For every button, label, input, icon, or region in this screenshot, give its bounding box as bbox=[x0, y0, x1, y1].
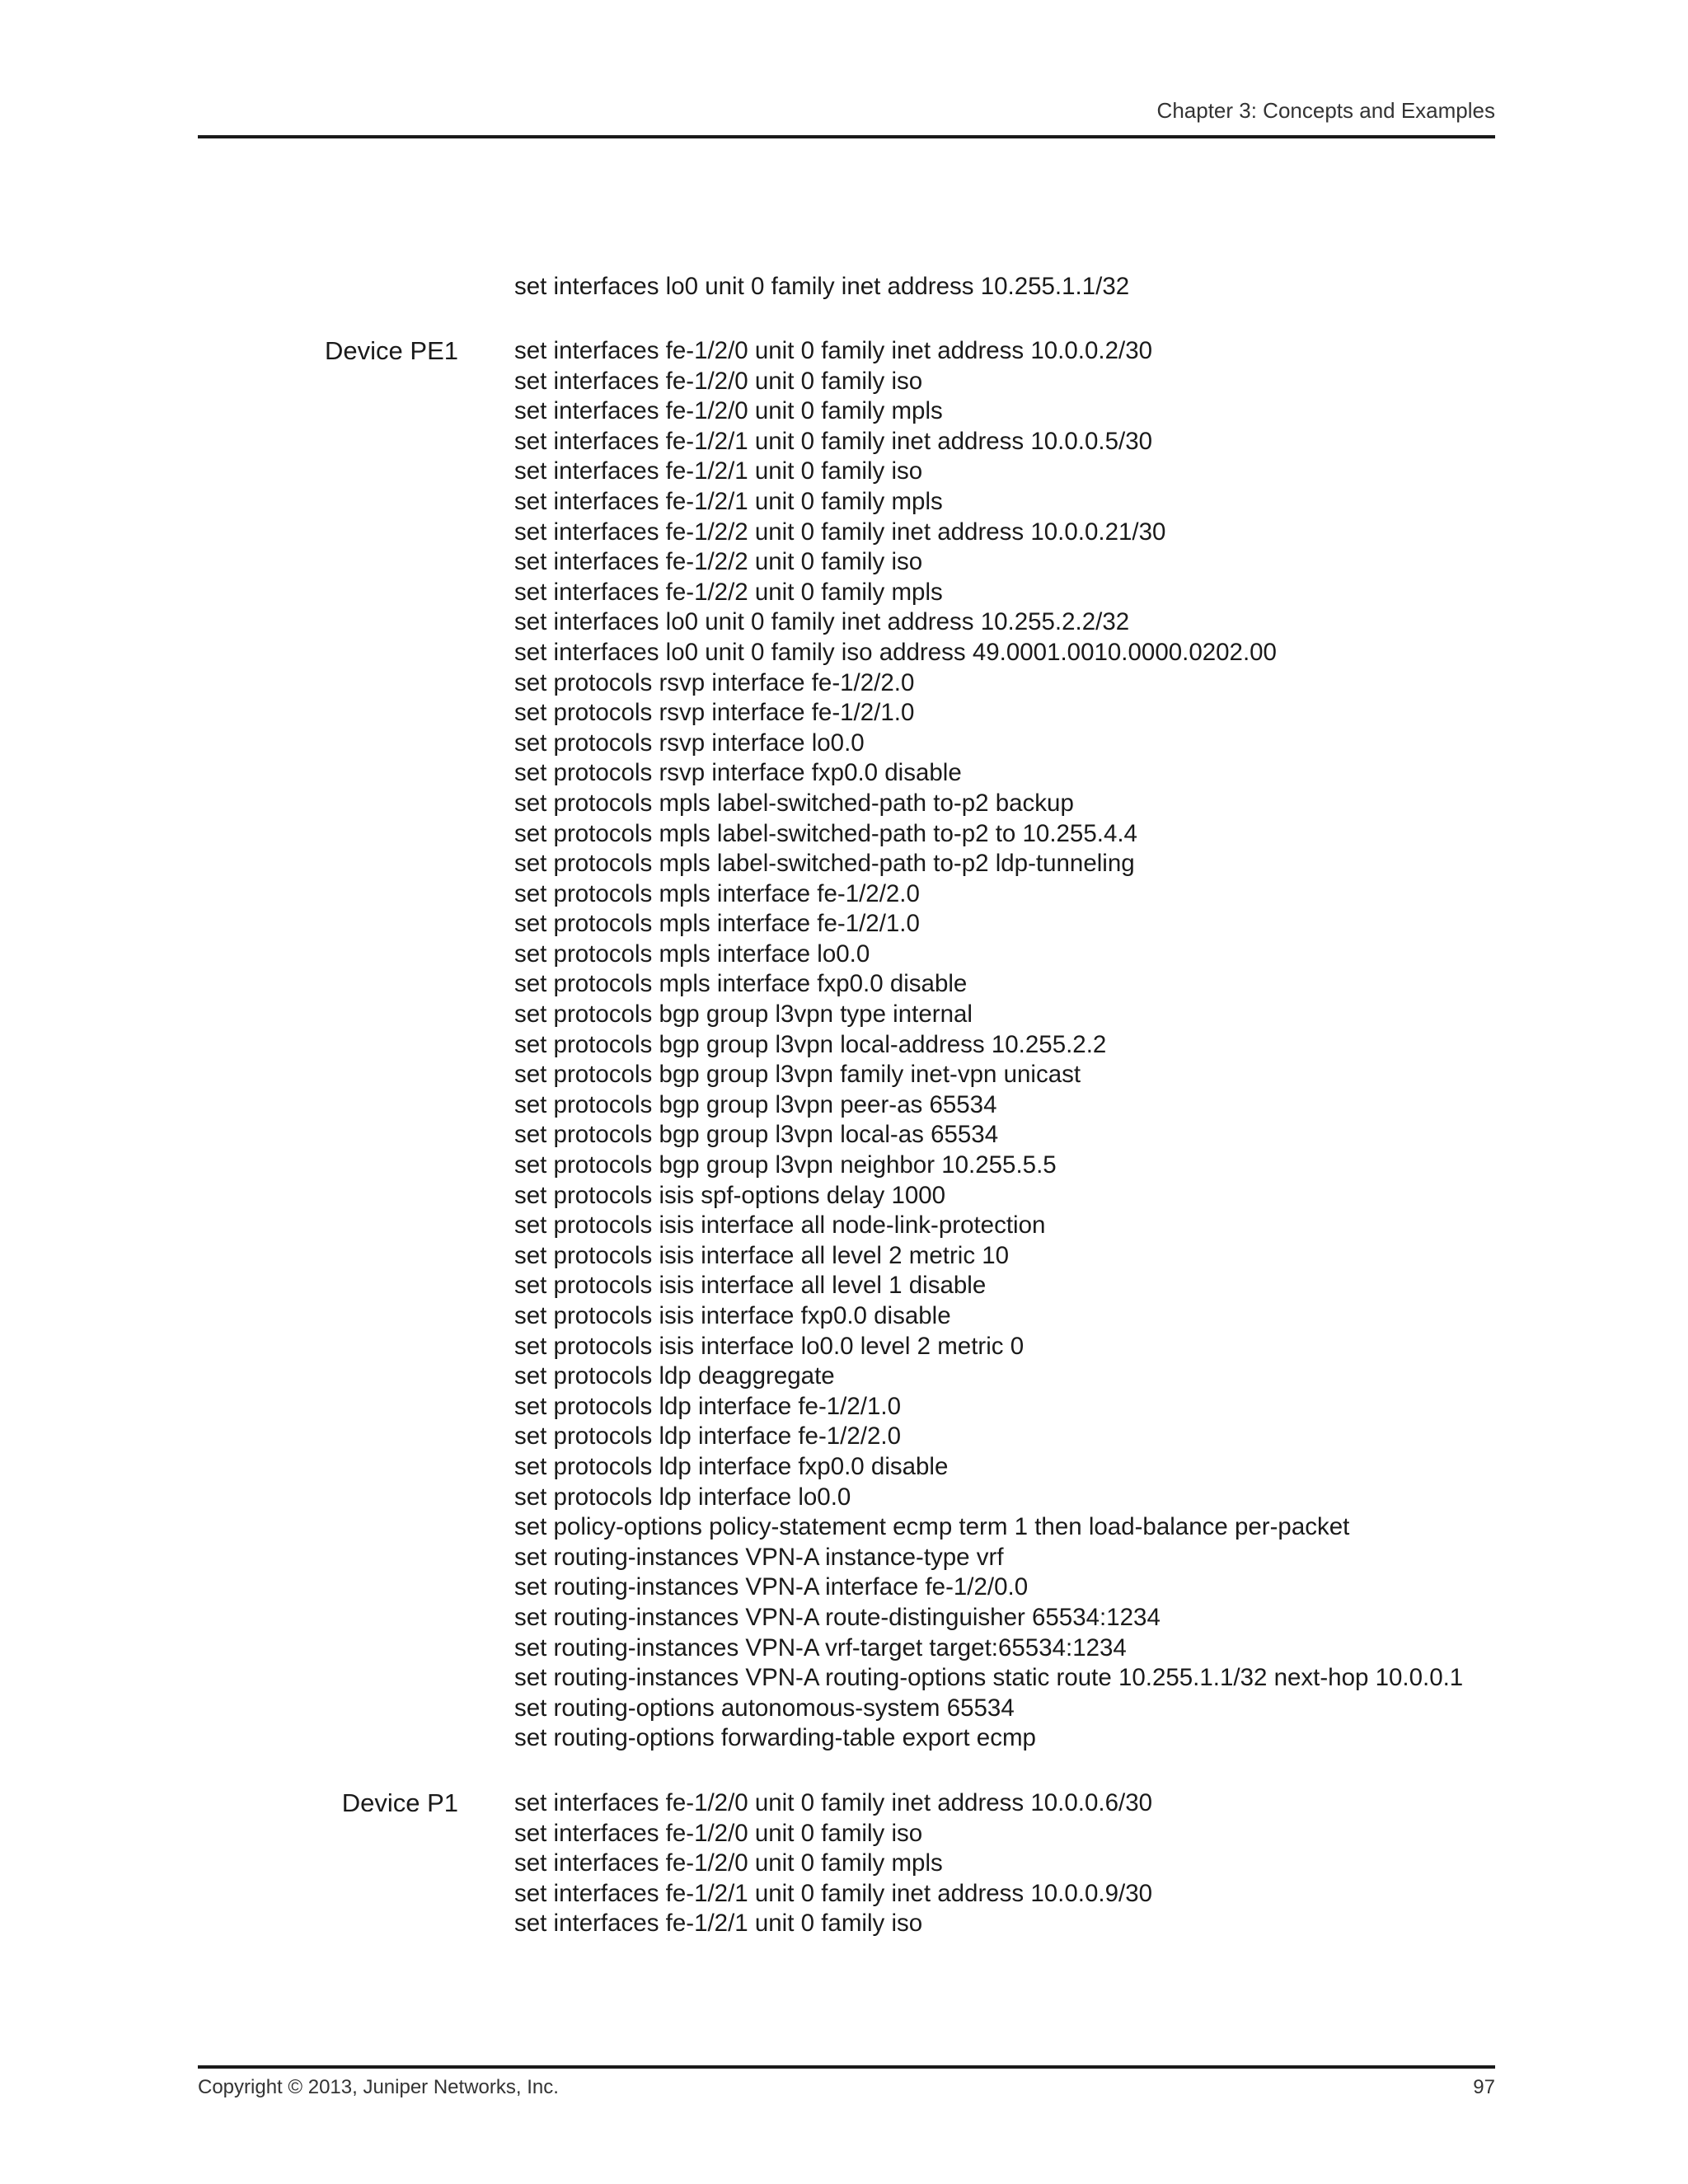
config-line: set interfaces fe-1/2/0 unit 0 family mpls bbox=[514, 1849, 943, 1877]
config-line: set protocols mpls interface fxp0.0 disable bbox=[514, 970, 968, 998]
config-line: set interfaces fe-1/2/0 unit 0 family iso bbox=[514, 367, 923, 395]
config-line: set protocols bgp group l3vpn local-as 65534 bbox=[514, 1121, 999, 1149]
config-line: set interfaces fe-1/2/2 unit 0 family mpls bbox=[514, 578, 943, 606]
config-line: set routing-instances VPN-A instance-type vrf bbox=[514, 1543, 1004, 1571]
config-line: set protocols rsvp interface fxp0.0 disable bbox=[514, 759, 962, 787]
config-line: set protocols bgp group l3vpn type internal bbox=[514, 1001, 973, 1029]
config-line: set interfaces fe-1/2/2 unit 0 family iso bbox=[514, 548, 923, 576]
config-line: set protocols bgp group l3vpn family inet-vpn unicast bbox=[514, 1061, 1081, 1089]
config-line: set protocols isis interface all level 1 disable bbox=[514, 1272, 987, 1300]
config-line: set interfaces fe-1/2/0 unit 0 family inet address 10.0.0.6/30 bbox=[514, 1789, 1153, 1816]
config-line: set protocols bgp group l3vpn local-address 10.255.2.2 bbox=[514, 1030, 1107, 1058]
running-head: Chapter 3: Concepts and Examples bbox=[1156, 98, 1495, 123]
config-line: set protocols isis spf-options delay 1000 bbox=[514, 1181, 946, 1209]
config-line: set interfaces fe-1/2/0 unit 0 family iso bbox=[514, 1819, 923, 1847]
config-lines bbox=[514, 272, 1129, 302]
config-line: set protocols mpls label-switched-path to-p2 backup bbox=[514, 789, 1074, 817]
config-line: set protocols rsvp interface fe-1/2/1.0 bbox=[514, 699, 915, 727]
config-line: set interfaces lo0 unit 0 family inet address 10.255.2.2/32 bbox=[514, 608, 1130, 636]
config-line: set protocols ldp interface lo0.0 bbox=[514, 1483, 851, 1511]
config-line: set protocols mpls label-switched-path to-p2 ldp-tunneling bbox=[514, 850, 1135, 878]
config-line: set interfaces fe-1/2/1 unit 0 family mpls bbox=[514, 487, 943, 515]
config-line: set protocols ldp interface fxp0.0 disable bbox=[514, 1452, 949, 1480]
config-line: set protocols ldp interface fe-1/2/1.0 bbox=[514, 1392, 901, 1420]
page-footer bbox=[198, 2065, 1495, 2098]
config-line: set routing-instances VPN-A vrf-target target:65534:1234 bbox=[514, 1633, 1127, 1661]
config-line: set policy-options policy-statement ecmp term 1 then load-balance per-packet bbox=[514, 1513, 1350, 1541]
config-line: set routing-instances VPN-A route-distinguisher 65534:1234 bbox=[514, 1603, 1160, 1631]
config-lines bbox=[514, 1788, 1152, 1939]
config-line: set protocols mpls interface fe-1/2/2.0 bbox=[514, 879, 920, 907]
config-line: set protocols mpls interface lo0.0 bbox=[514, 940, 870, 968]
config-lines bbox=[514, 336, 1463, 1754]
config-line: set protocols bgp group l3vpn peer-as 65534 bbox=[514, 1090, 997, 1118]
config-line: set interfaces fe-1/2/1 unit 0 family iso bbox=[514, 1910, 923, 1938]
config-line: set protocols isis interface fxp0.0 disable bbox=[514, 1302, 951, 1329]
copyright-notice: Copyright © 2013, Juniper Networks, Inc. bbox=[198, 2076, 559, 2098]
config-line: set protocols mpls interface fe-1/2/1.0 bbox=[514, 910, 920, 938]
config-line: set routing-instances VPN-A routing-options static route 10.255.1.1/32 next-hop 10.0.0.1 bbox=[514, 1664, 1464, 1692]
config-line: set interfaces fe-1/2/1 unit 0 family inet address 10.0.0.9/30 bbox=[514, 1879, 1153, 1907]
config-line: set interfaces lo0 unit 0 family inet address 10.255.1.1/32 bbox=[514, 273, 1130, 300]
config-line: set protocols ldp interface fe-1/2/2.0 bbox=[514, 1422, 901, 1451]
config-line: set routing-options forwarding-table export ecmp bbox=[514, 1724, 1036, 1752]
device-label: Device P1 bbox=[341, 1788, 458, 1817]
config-line: set protocols isis interface lo0.0 level 2 metric 0 bbox=[514, 1332, 1025, 1360]
config-line: set interfaces fe-1/2/1 unit 0 family iso bbox=[514, 457, 923, 485]
config-line: set protocols rsvp interface lo0.0 bbox=[514, 729, 865, 757]
config-line: set protocols rsvp interface fe-1/2/2.0 bbox=[514, 668, 915, 696]
page-header bbox=[198, 97, 1495, 138]
config-line: set protocols mpls label-switched-path to-p2 to 10.255.4.4 bbox=[514, 819, 1137, 847]
config-line: set interfaces fe-1/2/2 unit 0 family inet address 10.0.0.21/30 bbox=[514, 518, 1166, 546]
config-line: set protocols isis interface all level 2 metric 10 bbox=[514, 1241, 1010, 1269]
config-line: set interfaces lo0 unit 0 family iso address 49.0001.0010.0000.0202.00 bbox=[514, 638, 1277, 666]
config-line: set protocols bgp group l3vpn neighbor 10.255.5.5 bbox=[514, 1151, 1057, 1179]
config-line: set interfaces fe-1/2/1 unit 0 family inet address 10.0.0.5/30 bbox=[514, 427, 1153, 455]
device-label: Device PE1 bbox=[325, 336, 458, 365]
config-line: set routing-instances VPN-A interface fe-1/2/0.0 bbox=[514, 1573, 1029, 1601]
config-line: set routing-options autonomous-system 65534 bbox=[514, 1694, 1015, 1722]
config-line: set protocols isis interface all node-link-protection bbox=[514, 1212, 1046, 1240]
config-line: set protocols ldp deaggregate bbox=[514, 1362, 835, 1390]
config-line: set interfaces fe-1/2/0 unit 0 family inet address 10.0.0.2/30 bbox=[514, 337, 1153, 364]
config-line: set interfaces fe-1/2/0 unit 0 family mpls bbox=[514, 397, 943, 425]
page-number: 97 bbox=[1473, 2076, 1495, 2098]
